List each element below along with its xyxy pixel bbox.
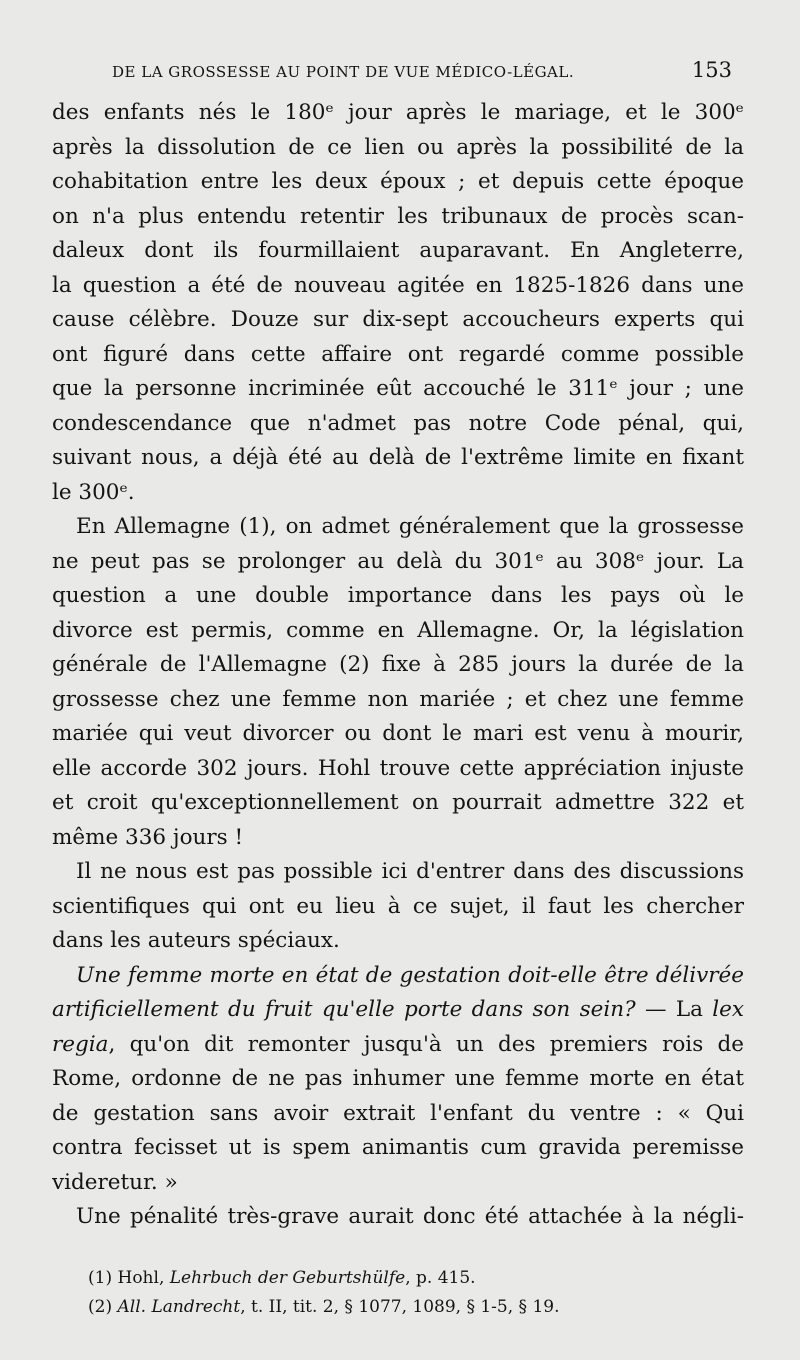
footnote-title: All. Landrecht [117, 1297, 241, 1317]
footnotes [88, 1264, 728, 1322]
text-line: cause célèbre. Douze sur dix-sept accoucheurs experts qui [52, 307, 744, 332]
text-line: videretur. » [52, 1169, 178, 1195]
text-line: grossesse chez une femme non mariée ; et chez une femme [52, 686, 744, 712]
text-line: et croit qu'exceptionnellement on pourrait admettre 322 et [52, 790, 744, 815]
text-run: — La [635, 997, 713, 1022]
text-line: que la personne incriminée eût accouché le 311ᵉ jour ; une [52, 376, 744, 401]
text-line: Une femme morte en état de gestation doit-elle être délivrée [76, 962, 744, 988]
text-line: condescendance que n'admet pas notre Code pénal, qui, [52, 410, 744, 436]
text-line: des enfants nés le 180ᵉ jour après le mariage, et le 300ᵉ [52, 100, 744, 125]
footnote-text: Hohl, [117, 1268, 170, 1288]
footnote [88, 1293, 728, 1322]
text-line: Une pénalité très-grave aurait donc été attachée à la négli- [76, 1204, 744, 1229]
text-line: de gestation sans avoir extrait l'enfant du ventre : « Qui [52, 1100, 744, 1126]
footnote-title: Lehrbuch der Geburtshülfe [169, 1268, 406, 1288]
italic-phrase: lex [712, 997, 744, 1022]
text-line: contra fecisset ut is spem animantis cum gravida peremisse [52, 1135, 744, 1160]
text-line: même 336 jours ! [52, 824, 244, 850]
footnote-reference: , t. II, tit. 2, § 1077, 1089, § 1-5, § 19. [240, 1297, 560, 1317]
body-text [52, 96, 744, 1235]
page-number: 153 [691, 58, 732, 82]
text-run: , qu'on dit remonter jusqu'à un des premiers rois de [108, 1031, 744, 1057]
footnote-number: (2) [88, 1297, 113, 1317]
footnote-reference: , p. 415. [405, 1268, 476, 1288]
text-line: dans les auteurs spéciaux. [52, 928, 340, 953]
running-head-title: DE LA GROSSESSE AU POINT DE VUE MÉDICO-LÉGAL. [112, 63, 575, 81]
text-line: ont figuré dans cette affaire ont regardé comme possible [52, 341, 744, 367]
text-line: mariée qui veut divorcer ou dont le mari est venu à mourir, [52, 721, 744, 746]
text-line: question a une double importance dans les pays où le [52, 583, 744, 608]
text-line: suivant nous, a déjà été au delà de l'extrême limite en fixant [52, 445, 744, 470]
text-line: après la dissolution de ce lien ou après la possibilité de la [52, 134, 744, 160]
italic-phrase: regia [52, 1031, 109, 1057]
italic-phrase: artificiellement du fruit qu'elle porte dans son sein? [52, 997, 636, 1022]
text-line: scientifiques qui ont eu lieu à ce sujet, il faut les chercher [52, 893, 744, 919]
text-line [52, 993, 744, 1028]
text-line: la question a été de nouveau agitée en 1825-1826 dans une [52, 272, 744, 298]
text-line: divorce est permis, comme en Allemagne. Or, la législation [52, 617, 744, 643]
text-line: daleux dont ils fourmillaient auparavant. En Angleterre, [52, 238, 744, 263]
footnote [88, 1264, 728, 1293]
text-line: générale de l'Allemagne (2) fixe à 285 jours la durée de la [52, 652, 744, 677]
text-line: ne peut pas se prolonger au delà du 301ᵉ au 308ᵉ jour. La [52, 548, 744, 574]
text-line: elle accorde 302 jours. Hohl trouve cette appréciation injuste [52, 755, 744, 781]
text-line: Rome, ordonne de ne pas inhumer une femme morte en état [52, 1066, 744, 1091]
text-line: le 300ᵉ. [52, 479, 135, 505]
text-line [52, 1028, 744, 1063]
text-line: En Allemagne (1), on admet généralement que la grossesse [76, 514, 744, 539]
text-line: cohabitation entre les deux époux ; et depuis cette époque [52, 169, 744, 194]
footnote-number: (1) [88, 1268, 113, 1288]
text-line: on n'a plus entendu retentir les tribunaux de procès scan- [52, 203, 744, 229]
running-header [112, 58, 732, 82]
text-line: Il ne nous est pas possible ici d'entrer dans des discussions [76, 859, 744, 884]
